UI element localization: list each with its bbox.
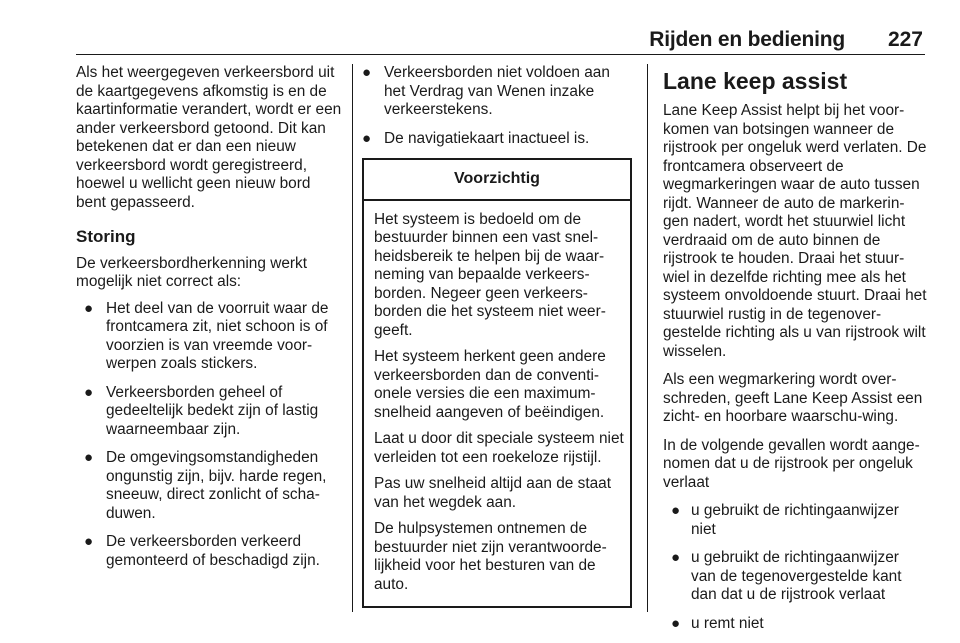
lead-paragraph: De verkeersbordherkenning werkt mogelijk niet correct als: <box>76 254 307 290</box>
warning-paragraph: Het systeem herkent geen andere verkeersborden dan de conventi-onele versies die een maximum-snelheid aangeven of beëindigen. <box>374 348 606 421</box>
list-item <box>76 300 343 374</box>
column-divider <box>352 64 353 612</box>
column-left <box>76 64 343 580</box>
column-middle <box>362 64 633 608</box>
list-item-text: De navigatiekaart inactueel is. <box>384 129 590 147</box>
page-title: Rijden en bediening <box>649 28 845 51</box>
list-item-text: u gebruikt de richtingaanwijzer niet <box>691 502 899 538</box>
body-paragraph: Als een wegmarkering wordt over-schreden, geeft Lane Keep Assist een zicht- en hoorbare waarschu-wing. <box>663 371 923 425</box>
warning-title: Voorzichtig <box>364 160 630 201</box>
list-item-text: Het deel van de voorruit waar de frontcamera zit, niet schoon is of voorzien is van vreemde voor-werpen zoals stickers. <box>106 299 329 372</box>
bullet-icon: ● <box>671 502 681 519</box>
bullet-icon: ● <box>84 383 94 401</box>
list-item <box>76 533 343 570</box>
list-item <box>663 549 927 605</box>
list-item <box>76 449 343 523</box>
warning-paragraph: Laat u door dit speciale systeem niet verleiden tot een roekeloze rijstijl. <box>374 430 624 466</box>
bullet-icon: ● <box>671 549 681 566</box>
list-item-text: De omgevingsomstandigheden ongunstig zijn, bijv. harde regen, sneeuw, direct zonlicht of scha-duwen. <box>106 449 327 522</box>
list-item <box>362 64 633 120</box>
section-heading-lane-keep-assist: Lane keep assist <box>663 68 848 94</box>
section-heading-storing: Storing <box>76 227 136 246</box>
bullet-list <box>76 300 343 571</box>
list-item-text: Verkeersborden geheel of gedeeltelijk bedekt zijn of lastig waarneembaar zijn. <box>106 383 319 438</box>
bullet-icon: ● <box>362 64 372 81</box>
warning-box <box>362 158 632 608</box>
warning-paragraph: De hulpsystemen ontnemen de bestuurder niet zijn verantwoorde-lijkheid voor het besturen van de auto. <box>374 520 607 593</box>
warning-paragraph: Het systeem is bedoeld om de bestuurder binnen een vast snel-heidsbereik te helpen bij de waar-neming van bepaalde verkeers-borden. Negeer geen verkeers-borden die het systeem niet weer-geeft. <box>374 210 606 339</box>
list-item <box>663 502 927 539</box>
column-right <box>663 64 927 643</box>
bullet-icon: ● <box>84 449 94 466</box>
page-number: 227 <box>887 28 923 51</box>
warning-body <box>364 201 630 607</box>
bullet-list <box>362 64 633 148</box>
body-paragraph: In de volgende gevallen wordt aange-nomen dat u de rijstrook per ongeluk verlaat <box>663 436 920 491</box>
list-item <box>362 130 633 149</box>
list-item <box>663 615 927 634</box>
warning-paragraph: Pas uw snelheid altijd aan de staat van het wegdek aan. <box>374 475 611 511</box>
list-item-text: u gebruikt de richtingaanwijzer van de tegenovergestelde kant dan dat u de rijstrook verlaat <box>691 549 902 603</box>
bullet-icon: ● <box>671 614 681 632</box>
page-header <box>76 24 925 55</box>
intro-paragraph: Als het weergegeven verkeersbord uit de kaartgegevens afkomstig is en de kaartinformatie verandert, wordt er een ander verkeersbord getoond. Dit kan betekenen dat er dan een nieuw verkeersbord wordt geregistreerd, hoewel u wellicht geen nieuw bord bent gepasseerd. <box>76 64 342 211</box>
body-paragraph: Lane Keep Assist helpt bij het voor-komen van botsingen wanneer de rijstrook per ongeluk werd verlaten. De frontcamera observeert de wegmarkeringen waar de auto tussen rijdt. Wanneer de auto de markerin-gen nadert, wordt het stuurwiel licht verdraaid om de auto binnen de rijstrook te houden. Draai het stuur-wiel in dezelfde richting mee als het systeem onvoldoende stuurt. Draai het stuurwiel rustig in de tegenover-gestelde richting als u van rijstrook wilt wisselen. <box>663 102 927 360</box>
bullet-icon: ● <box>362 129 372 147</box>
bullet-list <box>663 502 927 633</box>
bullet-icon: ● <box>84 533 94 550</box>
list-item-text: u remt niet <box>691 614 764 632</box>
column-divider <box>647 64 648 612</box>
bullet-icon: ● <box>84 299 94 317</box>
list-item-text: De verkeersborden verkeerd gemonteerd of beschadigd zijn. <box>106 533 320 569</box>
list-item-text: Verkeersborden niet voldoen aan het Verdrag van Wenen inzake verkeerstekens. <box>384 64 610 118</box>
list-item <box>76 384 343 440</box>
